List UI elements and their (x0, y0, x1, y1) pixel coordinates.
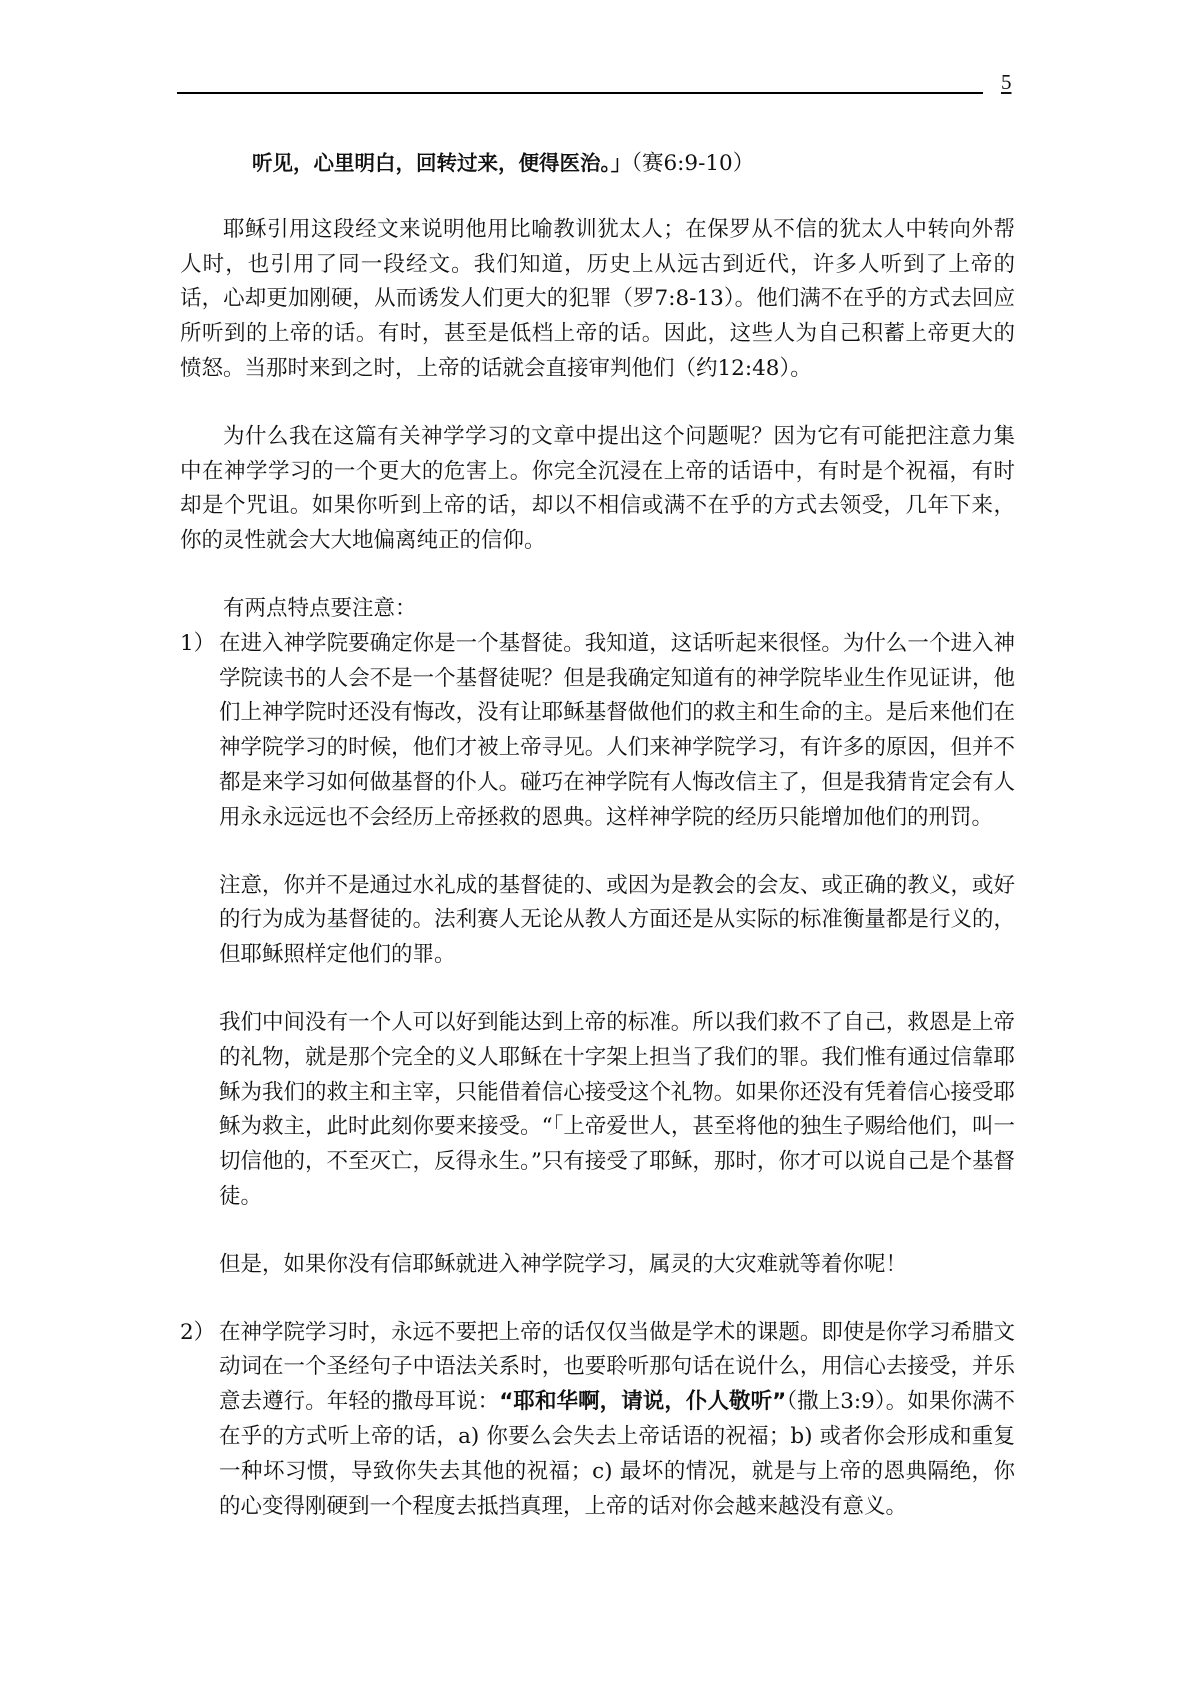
scripture-quote (180, 146, 1015, 182)
text-before-bold: 在神学院学习时，永远不要把上帝的话仅仅当做是学术的课题。即使是你学习希腊文动词在一个圣经句子中语法关系时，也要聆听那句话在说什么，用信心去接受，并乐意去遵行。年轻的撒母耳说： (219, 1319, 1015, 1415)
list-item-1 (180, 627, 1015, 836)
sub-paragraph-3: 但是，如果你没有信耶稣就进入神学院学习，属灵的大灾难就等着你呢！ (219, 1251, 908, 1277)
list-item-number: 1） (180, 630, 216, 656)
scripture-bold-quote: “耶和华啊，请说，仆人敬听” (499, 1389, 787, 1415)
quote-reference: （赛6:9-10） (631, 151, 755, 176)
quote-bold-text: 听见，心里明白，回转过来，便得医治。」 (252, 151, 632, 175)
header-rule (177, 92, 983, 94)
paragraph-1: 耶稣引用这段经文来说明他用比喻教训犹太人；在保罗从不信的犹太人中转向外帮人时，也引用了同一段经文。我们知道，历史上从远古到近代，许多人听到了上帝的话，心却更加刚硬，从而诱发人们更大的犯罪（罗7:8-13）。他们满不在乎的方式去回应所听到的上帝的话。有时，甚至是低档上帝的话。因此，这些人为自己积蓄上帝更大的愤怒。当那时来到之时，上帝的话就会直接审判他们（约12:48）。 (180, 216, 1015, 381)
list-item-number: 2） (180, 1319, 216, 1345)
page-number: 5 (1001, 70, 1012, 94)
page-content (180, 146, 1015, 1524)
paragraph-2: 为什么我在这篇有关神学学习的文章中提出这个问题呢？因为它有可能把注意力集中在神学学习的一个更大的危害上。你完全沉浸在上帝的话语中，有时是个祝福，有时却是个咒诅。如果你听到上帝的话，却以不相信或满不在乎的方式去领受，几年下来，你的灵性就会大大地偏离纯正的信仰。 (180, 423, 1015, 554)
list-item-2 (180, 1316, 1015, 1525)
sub-paragraph-1: 注意，你并不是通过水礼成的基督徒的、或因为是教会的会友、或正确的教义，或好的行为成为基督徒的。法利赛人无论从教人方面还是从实际的标准衡量都是行义的，但耶稣照样定他们的罪。 (219, 872, 1015, 968)
list-item-text (219, 1316, 1015, 1525)
paragraph-3: 有两点特点要注意： (223, 595, 417, 621)
text-after-bold: （撒上3:9）。如果你满不在乎的方式听上帝的话，a) 你要么会失去上帝话语的祝福；b) 或者你会形成和重复一种坏习惯，导致你失去其他的祝福；c) 最坏的情况，就是与上帝的恩典隔绝，你的心变得刚硬到一个程度去抵挡真理，上帝的话对你会越来越没有意义。 (219, 1389, 1015, 1519)
list-item-text: 在进入神学院要确定你是一个基督徒。我知道，这话听起来很怪。为什么一个进入神学院读书的人会不是一个基督徒呢？但是我确定知道有的神学院毕业生作见证讲，他们上神学院时还没有悔改，没有让耶稣基督做他们的救主和生命的主。是后来他们在神学院学习的时候，他们才被上帝寻见。人们来神学院学习，有许多的原因，但并不都是来学习如何做基督的仆人。碰巧在神学院有人悔改信主了，但是我猜肯定会有人用永永远远也不会经历上帝拯救的恩典。这样神学院的经历只能增加他们的刑罚。 (219, 630, 1015, 830)
sub-paragraph-2: 我们中间没有一个人可以好到能达到上帝的标准。所以我们救不了自己，救恩是上帝的礼物，就是那个完全的义人耶稣在十字架上担当了我们的罪。我们惟有通过信靠耶稣为我们的救主和主宰，只能借着信心接受这个礼物。如果你还没有凭着信心接受耶稣为救主，此时此刻你要来接受。“「上帝爱世人，甚至将他的独生子赐给他们，叫一切信他的，不至灭亡，反得永生。”只有接受了耶稣，那时，你才可以说自己是个基督徒。 (219, 1009, 1015, 1209)
